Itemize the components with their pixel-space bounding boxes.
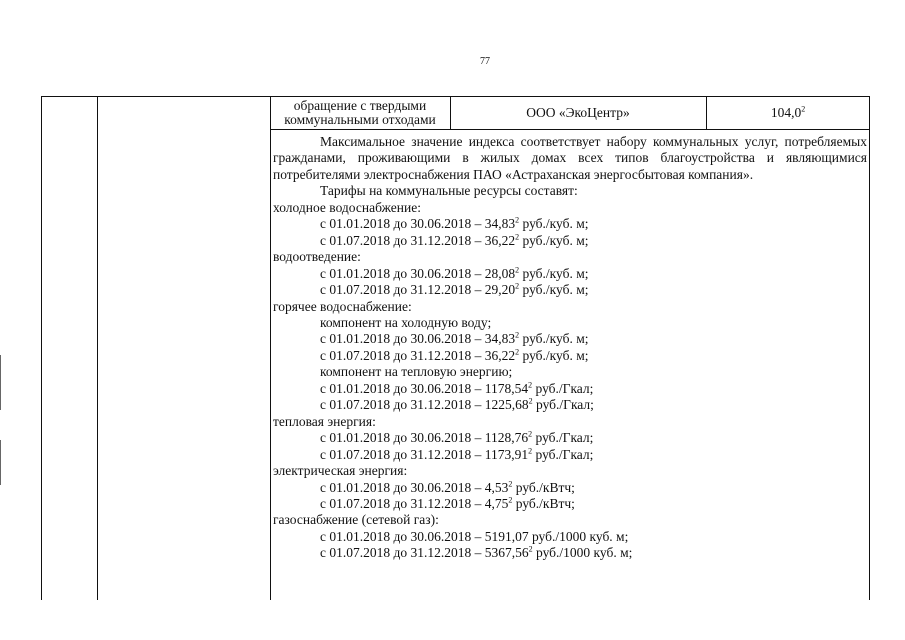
section-title-sewage: водоотведение: xyxy=(273,249,361,265)
footnote-ref: 2 xyxy=(528,544,533,554)
tariff-unit: руб./кВтч; xyxy=(512,479,575,495)
tariff-line xyxy=(273,233,867,249)
tariff-line xyxy=(273,266,867,282)
table-border-right xyxy=(869,96,870,600)
tariff-line-text: с 01.01.2018 до 30.06.2018 – 1128,76 xyxy=(320,430,529,446)
tariff-unit: руб./куб. м; xyxy=(519,216,589,232)
activity-cell: обращение с твердыми коммунальными отходами xyxy=(284,98,436,127)
tariff-unit: руб./куб. м; xyxy=(519,265,589,281)
footnote-ref: 2 xyxy=(515,265,520,275)
tariff-line xyxy=(273,348,867,364)
table-border-top xyxy=(41,96,870,97)
section-title-hot-water: горячее водоснабжение: xyxy=(273,298,412,314)
tariff-line xyxy=(273,331,867,347)
tariff-line xyxy=(273,480,867,496)
table-border-left xyxy=(41,96,42,600)
footnote-ref: 2 xyxy=(508,495,513,505)
tariff-line xyxy=(273,381,867,397)
section-title-gas: газоснабжение (сетевой газ): xyxy=(273,512,439,528)
footnote-ref: 2 xyxy=(515,281,520,291)
footnote-ref: 2 xyxy=(528,380,533,390)
footnote-ref: 2 xyxy=(801,104,806,114)
tariff-unit: руб./куб. м; xyxy=(519,331,589,347)
scan-edge-mark xyxy=(0,440,1,485)
tariff-unit: руб./Гкал; xyxy=(532,397,594,413)
tariff-description xyxy=(273,134,867,562)
cold-water-component: компонент на холодную воду; xyxy=(320,314,492,330)
header-row-divider xyxy=(270,129,870,130)
section-title-heat: тепловая энергия: xyxy=(273,413,376,429)
tariff-line-text: с 01.07.2018 до 31.12.2018 – 4,75 xyxy=(320,495,509,511)
tariff-line xyxy=(273,282,867,298)
tariff-line-text: с 01.07.2018 до 31.12.2018 – 36,22 xyxy=(320,232,516,248)
footnote-ref: 2 xyxy=(528,396,533,406)
tariff-line xyxy=(273,496,867,512)
page-number: 77 xyxy=(480,56,490,67)
footnote-ref: 2 xyxy=(515,232,520,242)
tariff-line: с 01.01.2018 до 30.06.2018 – 5191,07 руб./1000 куб. м; xyxy=(320,528,629,544)
footnote-ref: 2 xyxy=(528,429,533,439)
tariff-line xyxy=(273,430,867,446)
tariff-unit: руб./Гкал; xyxy=(532,446,594,462)
intro-paragraph: Максимальное значение индекса соответствует набору коммунальных услуг, потребляемых гражданами, проживающими в жилых домах всех типов благоустройства и являющимися потребителями электроснабжения ПАО «Астраханская энергосбытовая компания». xyxy=(273,134,867,182)
tariff-unit: руб./куб. м; xyxy=(519,232,589,248)
tariff-line xyxy=(273,447,867,463)
tariffs-heading: Тарифы на коммунальные ресурсы составят: xyxy=(320,183,578,199)
scan-edge-mark xyxy=(0,355,1,410)
tariff-line-text: с 01.07.2018 до 31.12.2018 – 36,22 xyxy=(320,347,516,363)
column-divider xyxy=(270,96,271,600)
section-title-cold-water: холодное водоснабжение: xyxy=(273,199,421,215)
tariff-line-text: с 01.07.2018 до 31.12.2018 – 29,20 xyxy=(320,282,516,298)
tariff-unit: руб./куб. м; xyxy=(519,282,589,298)
tariff-line xyxy=(273,216,867,232)
footnote-ref: 2 xyxy=(515,330,520,340)
tariff-line xyxy=(273,397,867,413)
tariff-unit: руб./кВтч; xyxy=(512,495,575,511)
heat-energy-component: компонент на тепловую энергию; xyxy=(320,364,513,380)
tariff-unit: руб./Гкал; xyxy=(532,380,594,396)
tariff-line-text: с 01.07.2018 до 31.12.2018 – 1225,68 xyxy=(320,397,529,413)
index-value: 104,0 xyxy=(770,105,802,120)
tariff-line-text: с 01.01.2018 до 30.06.2018 – 28,08 xyxy=(320,265,516,281)
footnote-ref: 2 xyxy=(515,347,520,357)
tariff-line-text: с 01.01.2018 до 30.06.2018 – 34,83 xyxy=(320,216,516,232)
tariff-line-text: с 01.01.2018 до 30.06.2018 – 34,83 xyxy=(320,331,516,347)
tariff-line xyxy=(273,545,867,561)
footnote-ref: 2 xyxy=(508,479,513,489)
tariff-table xyxy=(41,96,870,600)
footnote-ref: 2 xyxy=(515,215,520,225)
index-value-cell xyxy=(707,106,869,120)
column-divider xyxy=(97,96,98,600)
tariff-unit: руб./куб. м; xyxy=(519,347,589,363)
tariff-unit: руб./1000 куб. м; xyxy=(532,545,633,561)
tariff-line-text: с 01.01.2018 до 30.06.2018 – 4,53 xyxy=(320,479,509,495)
tariff-unit: руб./Гкал; xyxy=(532,430,594,446)
footnote-ref: 2 xyxy=(528,446,533,456)
tariff-line-text: с 01.07.2018 до 31.12.2018 – 1173,91 xyxy=(320,446,529,462)
organization-cell: ООО «ЭкоЦентр» xyxy=(526,105,630,120)
tariff-line-text: с 01.01.2018 до 30.06.2018 – 1178,54 xyxy=(320,380,529,396)
section-title-electricity: электрическая энергия: xyxy=(273,463,408,479)
tariff-line-text: с 01.07.2018 до 31.12.2018 – 5367,56 xyxy=(320,545,529,561)
